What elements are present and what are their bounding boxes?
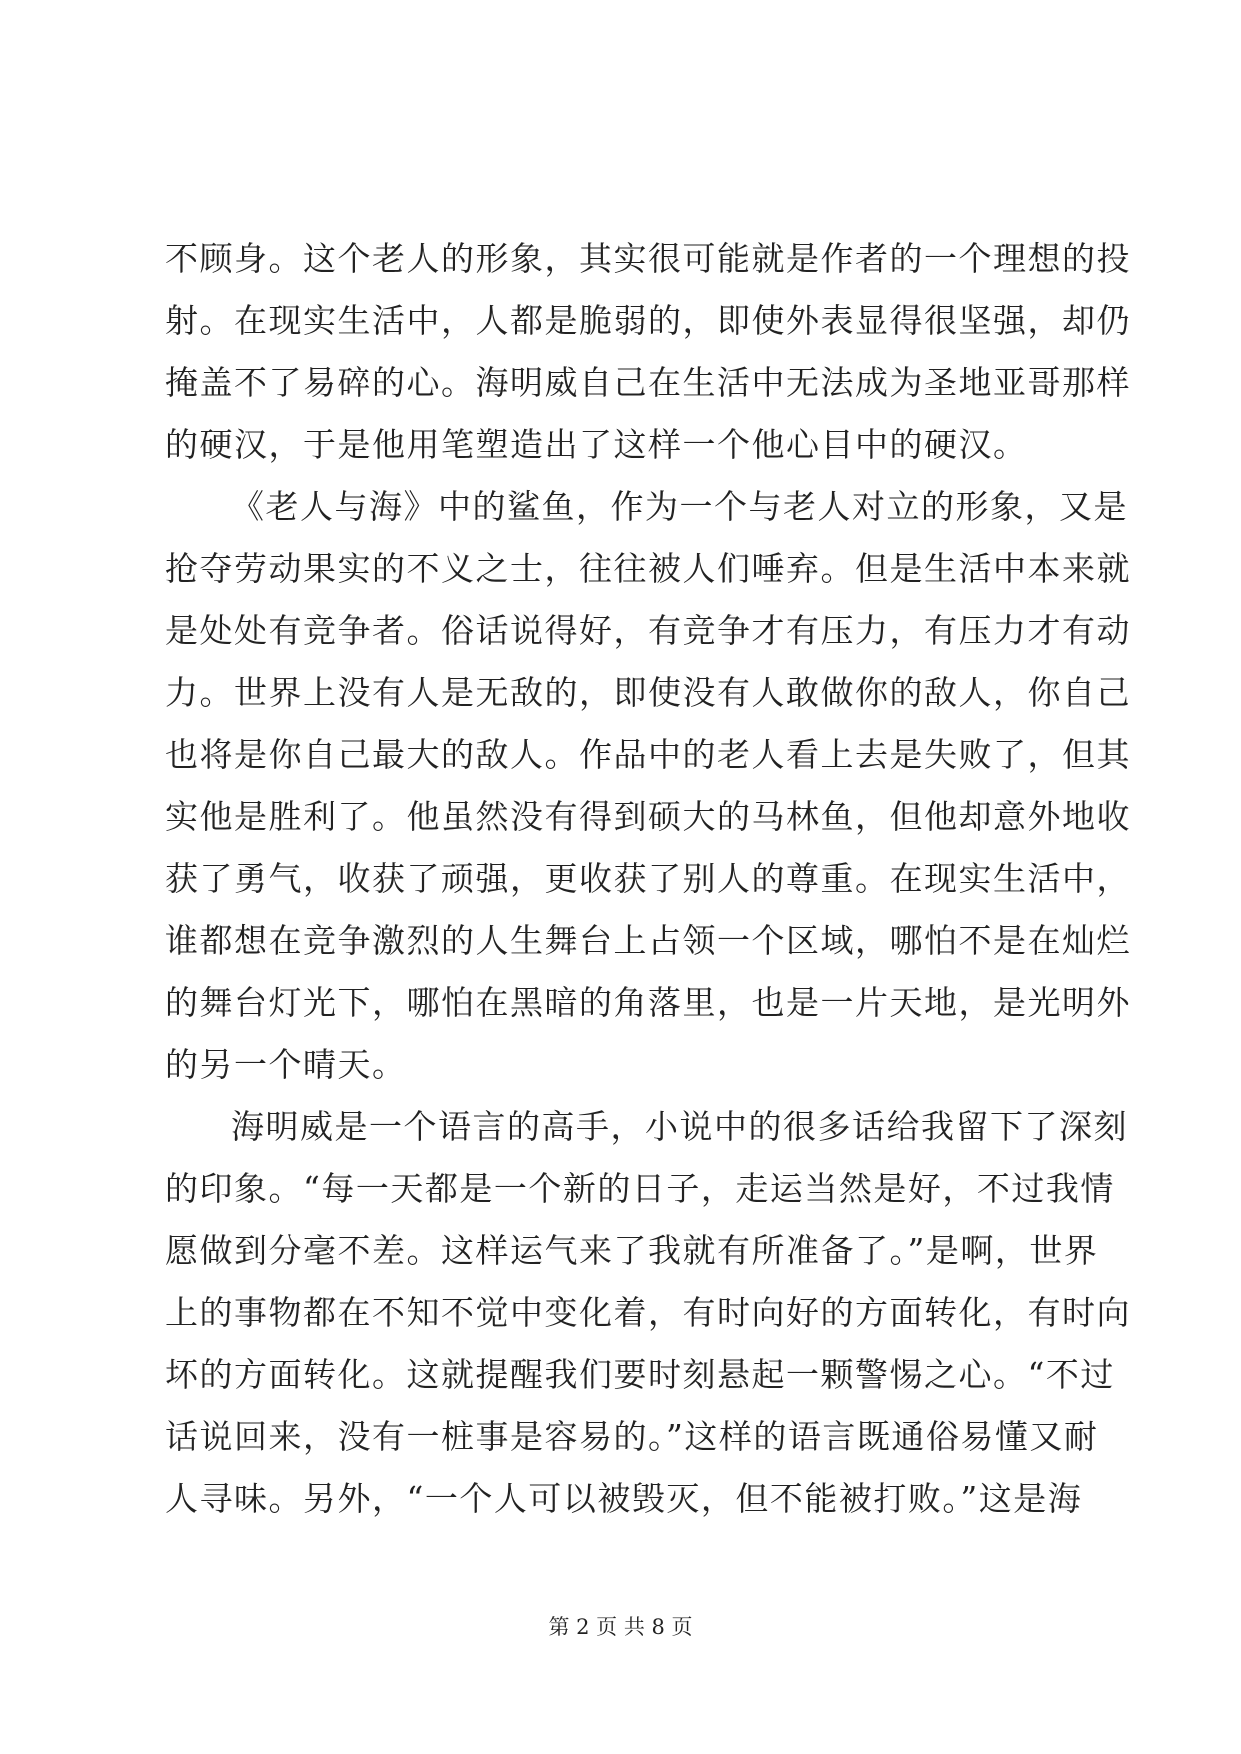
text-line: 掩盖不了易碎的心。海明威自己在生活中无法成为圣地亚哥那样 <box>165 363 1131 402</box>
text-line: 坏的方面转化。这就提醒我们要时刻悬起一颗警惕之心。“不过 <box>165 1355 1115 1394</box>
text-line: 的印象。“每一天都是一个新的日子，走运当然是好，不过我情 <box>165 1169 1115 1208</box>
text-line: 获了勇气，收获了顽强，更收获了别人的尊重。在现实生活中， <box>165 859 1131 898</box>
text-line: 不顾身。这个老人的形象，其实很可能就是作者的一个理想的投 <box>165 239 1131 278</box>
text-line: 谁都想在竞争激烈的人生舞台上占领一个区域，哪怕不是在灿烂 <box>165 921 1131 960</box>
text-line: 上的事物都在不知不觉中变化着，有时向好的方面转化，有时向 <box>165 1293 1131 1332</box>
text-line: 人寻味。另外，“一个人可以被毁灭，但不能被打败。”这是海 <box>165 1479 1083 1518</box>
text-line: 话说回来，没有一桩事是容易的。”这样的语言既通俗易懂又耐 <box>165 1417 1099 1456</box>
page-number: 第 2 页 共 8 页 <box>548 1615 693 1639</box>
paragraph-first-line: 海明威是一个语言的高手，小说中的很多话给我留下了深刻 <box>231 1107 1128 1146</box>
text-line: 射。在现实生活中，人都是脆弱的，即使外表显得很坚强，却仍 <box>165 301 1131 340</box>
text-line: 实他是胜利了。他虽然没有得到硕大的马林鱼，但他却意外地收 <box>165 797 1131 836</box>
page-footer <box>0 1611 1241 1641</box>
text-line: 力。世界上没有人是无敌的，即使没有人敢做你的敌人，你自己 <box>165 673 1131 712</box>
text-line: 的硬汉，于是他用笔塑造出了这样一个他心目中的硬汉。 <box>165 425 1028 464</box>
text-line: 的另一个晴天。 <box>165 1045 407 1084</box>
text-line: 也将是你自己最大的敌人。作品中的老人看上去是失败了，但其 <box>165 735 1131 774</box>
text-line: 是处处有竞争者。俗话说得好，有竞争才有压力，有压力才有动 <box>165 611 1131 650</box>
paragraph-first-line: 《老人与海》中的鲨鱼，作为一个与老人对立的形象，又是 <box>231 487 1128 526</box>
text-line: 抢夺劳动果实的不义之士，往往被人们唾弃。但是生活中本来就 <box>165 549 1131 588</box>
text-line: 愿做到分毫不差。这样运气来了我就有所准备了。”是啊，世界 <box>165 1231 1099 1270</box>
body-text <box>165 228 1131 1530</box>
text-line: 的舞台灯光下，哪怕在黑暗的角落里，也是一片天地，是光明外 <box>165 983 1131 1022</box>
